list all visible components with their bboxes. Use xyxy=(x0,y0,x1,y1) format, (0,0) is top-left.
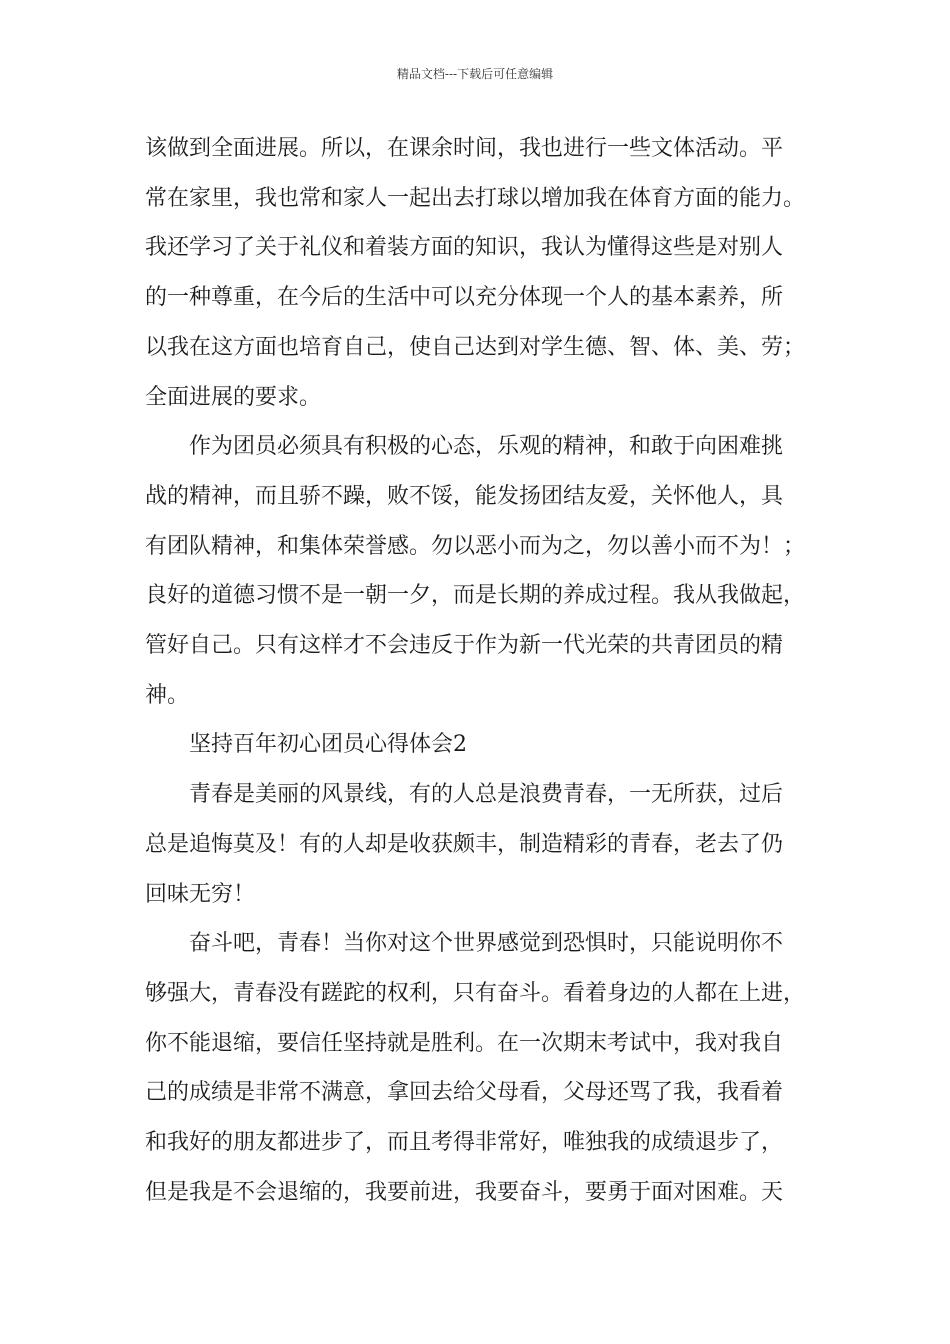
text-line: 总是追悔莫及！有的人却是收获颇丰，制造精彩的青春，老去了仍 xyxy=(145,831,784,857)
text-line: 以我在这方面也培育自己，使自己达到对学生德、智、体、美、劳； xyxy=(145,334,806,360)
text-line: 的一种尊重，在今后的生活中可以充分体现一个人的基本素养，所 xyxy=(145,285,784,311)
text-line: 你不能退缩，要信任坚持就是胜利。在一次期末考试中，我对我自 xyxy=(145,1030,784,1056)
page-header: 精品文档---下载后可任意编辑 xyxy=(396,67,554,81)
text-line: 常在家里，我也常和家人一起出去打球以增加我在体育方面的能力。 xyxy=(145,185,806,211)
text-line: 良好的道德习惯不是一朝一夕，而是长期的养成过程。我从我做起， xyxy=(145,583,806,609)
document-body xyxy=(145,124,820,1217)
text-line: 全面进展的要求。 xyxy=(145,384,322,410)
text-line: 我还学习了关于礼仪和着装方面的知识，我认为懂得这些是对别人 xyxy=(145,235,784,261)
text-line: 和我好的朋友都进步了，而且考得非常好，唯独我的成绩退步了， xyxy=(145,1130,784,1156)
text-line: 己的成绩是非常不满意，拿回去给父母看，父母还骂了我，我看着 xyxy=(145,1080,784,1106)
paragraph-start-line: 作为团员必须具有积极的心态，乐观的精神，和敢于向困难挑 xyxy=(189,434,784,460)
text-line: 管好自己。只有这样才不会违反于作为新一代光荣的共青团员的精 xyxy=(145,633,784,659)
text-line: 但是我是不会退缩的，我要前进，我要奋斗，要勇于面对困难。天 xyxy=(145,1179,784,1205)
section-heading: 坚持百年初心团员心得体会2 xyxy=(189,732,467,758)
text-line: 战的精神，而且骄不躁，败不馁，能发扬团结友爱，关怀他人，具 xyxy=(145,483,784,509)
text-line: 神。 xyxy=(145,682,190,708)
paragraph-start-line: 青春是美丽的风景线，有的人总是浪费青春，一无所获，过后 xyxy=(189,782,784,808)
text-line: 回味无穷！ xyxy=(145,881,256,907)
text-line: 该做到全面进展。所以，在课余时间，我也进行一些文体活动。平 xyxy=(145,136,784,161)
paragraph-start-line: 奋斗吧，青春！当你对这个世界感觉到恐惧时，只能说明你不 xyxy=(189,931,784,957)
text-line: 够强大，青春没有蹉跎的权利，只有奋斗。看着身边的人都在上进， xyxy=(145,980,806,1006)
text-line: 有团队精神，和集体荣誉感。勿以恶小而为之，勿以善小而不为！； xyxy=(145,533,806,559)
